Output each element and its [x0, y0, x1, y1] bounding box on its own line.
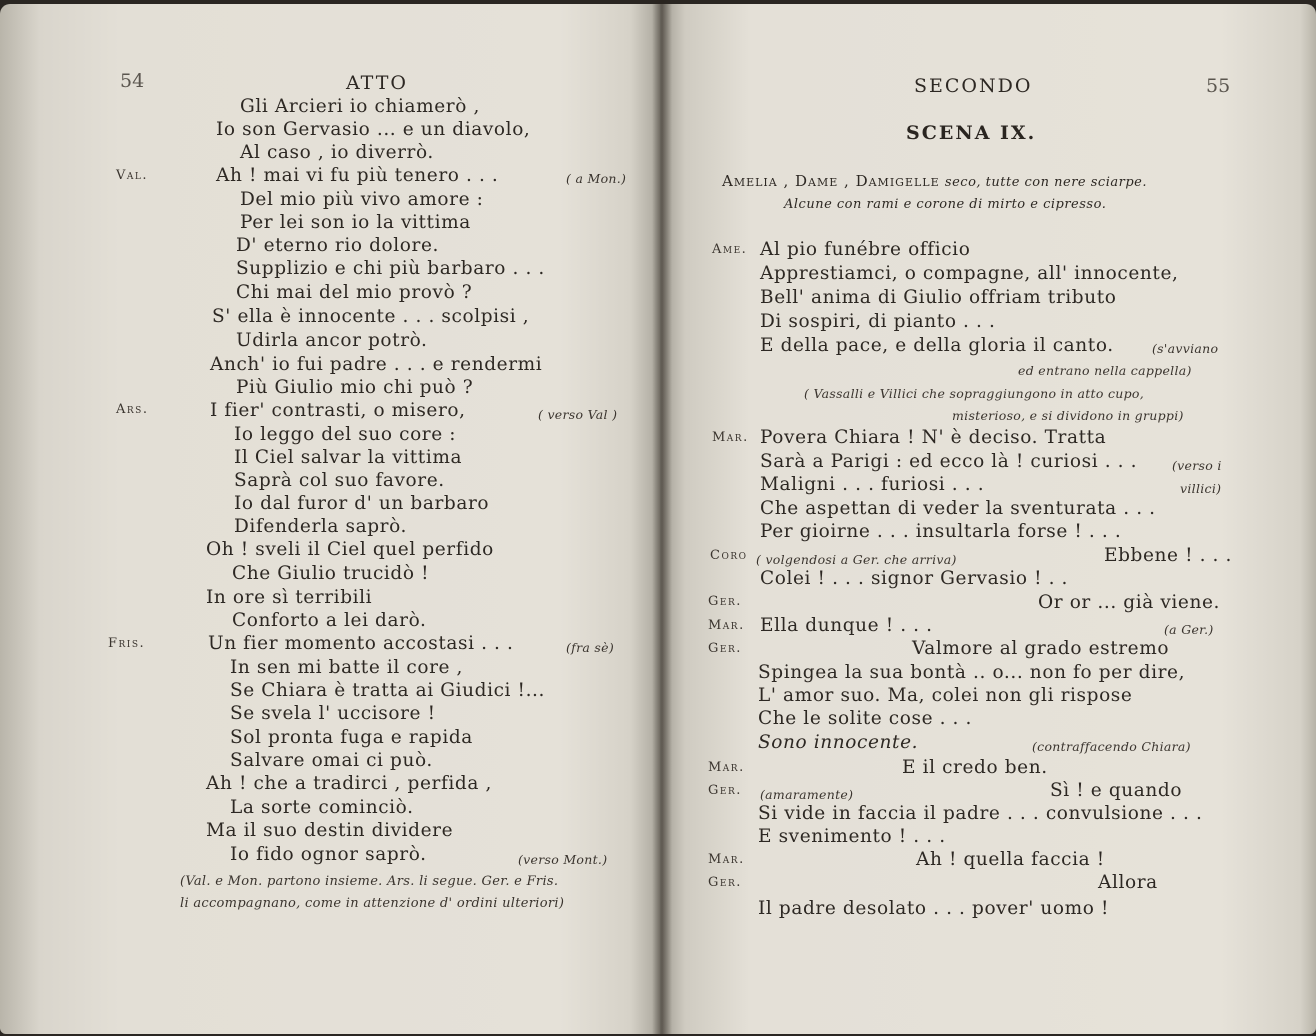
left-page-number: 54 [120, 70, 145, 92]
speaker-label: Coro [710, 548, 748, 563]
verse-line: Che aspettan di veder la sventurata . . . [760, 498, 1156, 519]
verse-line: Conforto a lei darò. [232, 610, 427, 631]
cast-list [722, 172, 1147, 190]
verse-line: Per gioirne . . . insultarla forse ! . . . [760, 521, 1122, 542]
right-page-number: 55 [1206, 75, 1231, 97]
verse-line: Di sospiri, di pianto . . . [760, 311, 996, 332]
verse-line: Il Ciel salvar la vittima [234, 447, 463, 468]
verse-line: Del mio più vivo amore : [240, 189, 484, 210]
verse-line: La sorte cominciò. [230, 797, 414, 818]
verse-line: D' eterno rio dolore. [236, 235, 439, 256]
stage-direction: (amaramente) [760, 787, 854, 802]
verse-line: Io leggo del suo core : [234, 424, 457, 445]
verse-line: Saprà col suo favore. [234, 470, 445, 491]
verse-line: Se Chiara è tratta ai Giudici !... [230, 680, 546, 701]
verse-line: S' ella è innocente . . . scolpisi , [212, 306, 530, 327]
verse-line: L' amor suo. Ma, colei non gli rispose [758, 685, 1133, 706]
stage-direction: villici) [1180, 481, 1222, 496]
verse-line: I fier' contrasti, o misero, [210, 400, 466, 421]
cast-names: Amelia , Dame , Damigelle [722, 172, 940, 190]
speaker-label: Ger. [708, 875, 742, 890]
verse-line: Difenderla saprò. [234, 516, 408, 537]
verse-line: Io son Gervasio ... e un diavolo, [216, 119, 531, 140]
verse-line: Ah ! che a tradirci , perfida , [206, 773, 492, 794]
verse-line: Povera Chiara ! N' è deciso. Tratta [760, 427, 1107, 448]
verse-line: Salvare omai ci può. [230, 750, 433, 771]
verse-line: Un fier momento accostasi . . . [208, 633, 514, 654]
speaker-label: Mar. [712, 430, 749, 445]
speaker-label: Mar. [708, 618, 745, 633]
verse-line: Oh ! sveli il Ciel quel perfido [206, 539, 494, 560]
verse-line: Sarà a Parigi : ed ecco là ! curiosi . . . [760, 451, 1138, 472]
verse-line: Maligni . . . furiosi . . . [760, 474, 985, 495]
stage-direction: (verso i [1172, 458, 1222, 473]
verse-line: Al pio funébre officio [760, 239, 971, 260]
stage-direction: (a Ger.) [1164, 622, 1214, 637]
stage-direction: ( volgendosi a Ger. che arriva) [756, 552, 957, 567]
verse-line: Ma il suo destin dividere [206, 820, 454, 841]
speaker-label: Val. [116, 168, 148, 183]
verse-line: Allora [1098, 872, 1158, 893]
verse-line: In ore sì terribili [206, 587, 373, 608]
cast-description: Alcune con rami e corone di mirto e cipresso. [784, 197, 1107, 212]
verse-line: E il credo ben. [902, 757, 1048, 778]
verse-line: Per lei son io la vittima [240, 212, 471, 233]
verse-line: E della pace, e della gloria il canto. [760, 335, 1114, 356]
speaker-label: Mar. [708, 760, 745, 775]
right-running-head: SECONDO [914, 75, 1033, 97]
cast-description: seco, tutte con nere sciarpe. [944, 175, 1147, 190]
verse-line: Ebbene ! . . . [1104, 545, 1232, 566]
speaker-label: Ger. [708, 783, 742, 798]
verse-line: Chi mai del mio provò ? [236, 282, 473, 303]
verse-line: Colei ! . . . signor Gervasio ! . . [760, 568, 1069, 589]
verse-line: In sen mi batte il core , [230, 657, 464, 678]
stage-direction: ( Vassalli e Villici che sopraggiungono in atto cupo, [804, 386, 1145, 401]
verse-line: Anch' io fui padre . . . e rendermi [210, 354, 543, 375]
left-running-head: ATTO [346, 72, 408, 94]
verse-line: Il padre desolato . . . pover' uomo ! [758, 898, 1110, 919]
verse-line: Io fido ognor saprò. [230, 844, 427, 865]
verse-line: Supplizio e chi più barbaro . . . [236, 258, 545, 279]
book-gutter [652, 0, 672, 1036]
verse-line: Or or ... già viene. [1038, 592, 1221, 613]
verse-line: Ah ! quella faccia ! [916, 849, 1105, 870]
verse-line: Spingea la sua bontà .. o... non fo per dire, [758, 662, 1186, 683]
verse-line: Ah ! mai vi fu più tenero . . . [216, 165, 499, 186]
stage-direction: misterioso, e si dividono in gruppi) [952, 408, 1184, 423]
scene-title: SCENA IX. [906, 122, 1037, 144]
speaker-label: Ars. [116, 402, 149, 417]
stage-direction: ( verso Val ) [538, 407, 618, 422]
verse-line: Sol pronta fuga e rapida [230, 727, 473, 748]
speaker-label: Fris. [108, 636, 146, 651]
closing-stage-direction: li accompagnano, come in attenzione d' ordini ulteriori) [180, 896, 565, 911]
verse-line: Che Giulio trucidò ! [232, 563, 430, 584]
stage-direction: (verso Mont.) [518, 852, 608, 867]
stage-direction: (s'avviano [1152, 341, 1219, 356]
verse-line: Bell' anima di Giulio offriam tributo [760, 287, 1117, 308]
verse-line: Io dal furor d' un barbaro [234, 493, 490, 514]
stage-direction: ed entrano nella cappella) [1018, 363, 1192, 378]
speaker-label: Ame. [712, 242, 748, 257]
speaker-label: Mar. [708, 852, 745, 867]
verse-line: Più Giulio mio chi può ? [236, 377, 474, 398]
verse-line: Udirla ancor potrò. [236, 330, 428, 351]
verse-line: E svenimento ! . . . [758, 826, 946, 847]
speaker-label: Ger. [708, 594, 742, 609]
verse-line: Si vide in faccia il padre . . . convulsione . . . [758, 803, 1203, 824]
verse-line: Se svela l' uccisore ! [230, 703, 436, 724]
verse-line: Ella dunque ! . . . [760, 615, 933, 636]
stage-direction: ( a Mon.) [566, 171, 627, 186]
verse-line: Valmore al grado estremo [912, 638, 1170, 659]
verse-line: Apprestiamci, o compagne, all' innocente, [760, 263, 1179, 284]
verse-line: Al caso , io diverrò. [240, 142, 434, 163]
verse-line: Gli Arcieri io chiamerò , [240, 96, 480, 117]
closing-stage-direction: (Val. e Mon. partono insieme. Ars. li segue. Ger. e Fris. [180, 874, 559, 889]
stage-direction: (contraffacendo Chiara) [1032, 739, 1191, 754]
verse-line: Che le solite cose . . . [758, 708, 972, 729]
verse-line: Sì ! e quando [1050, 780, 1183, 801]
speaker-label: Ger. [708, 641, 742, 656]
verse-line: Sono innocente. [758, 732, 919, 753]
stage-direction: (fra sè) [566, 640, 614, 655]
